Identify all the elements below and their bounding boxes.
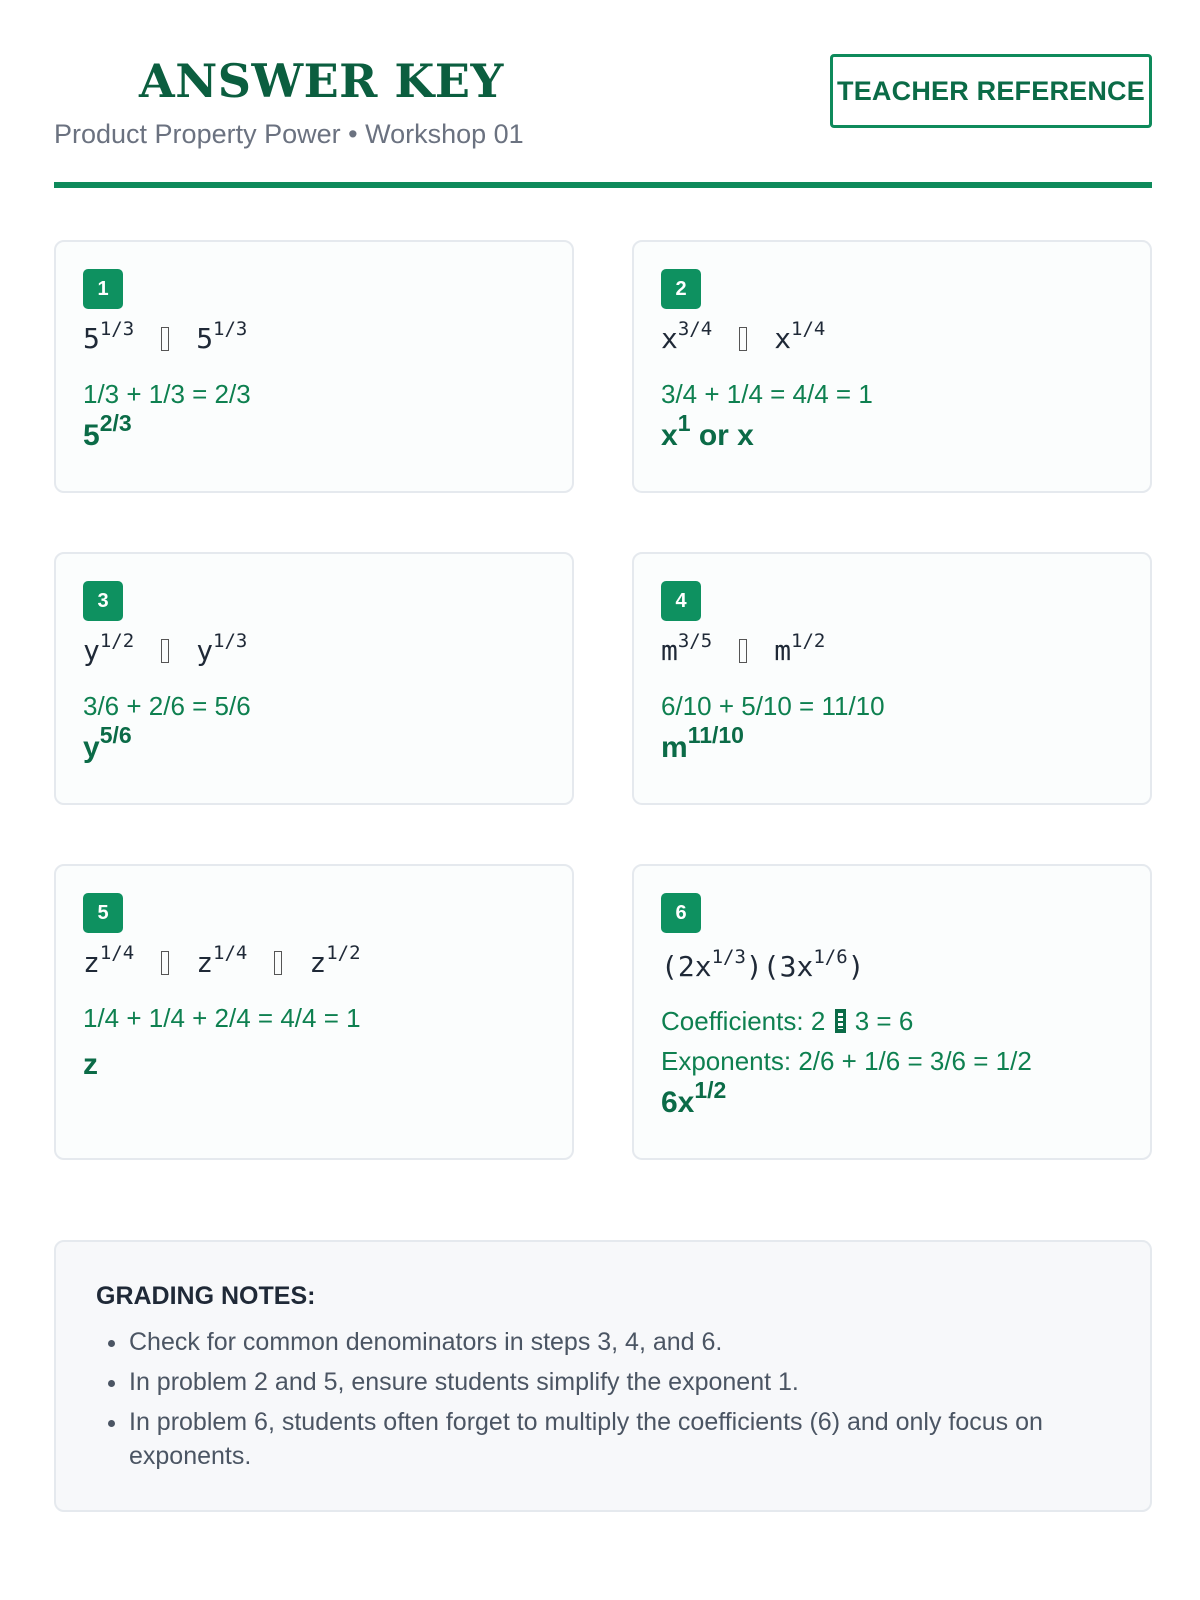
answer-base: y [83, 731, 100, 764]
multiply-symbol [712, 639, 774, 666]
multiply-symbol [712, 327, 774, 354]
work-step: 6/10 + 5/10 = 11/10 [661, 691, 885, 721]
problem-expression [661, 630, 826, 667]
grading-notes [54, 1240, 1152, 1512]
work-step: 1/3 + 1/3 = 2/3 [83, 379, 251, 409]
term-exponent: 1/2 [326, 942, 361, 964]
answer-base: 6x [661, 1086, 695, 1119]
expression-part: )(3x [745, 950, 814, 983]
grading-notes-title: GRADING NOTES: [96, 1282, 316, 1310]
grading-note: • Check for common denominators in steps 3, 4, and 6. [129, 1325, 1110, 1359]
coefficient-step [661, 1006, 913, 1037]
teacher-reference-badge: TEACHER REFERENCE [830, 54, 1152, 128]
page-title: ANSWER KEY [139, 54, 504, 108]
work-step: Exponents: 2/6 + 1/6 = 3/6 = 1/2 [661, 1046, 1032, 1076]
term-base: y [83, 634, 100, 667]
expression-part: (2x [661, 950, 712, 983]
term-base: z [309, 946, 327, 979]
term-base: z [196, 946, 214, 979]
problem-number-badge: 2 [661, 269, 701, 309]
multiply-symbol [134, 327, 196, 354]
term-exponent: 1/4 [791, 318, 826, 340]
multiply-icon [274, 951, 282, 975]
work-step: 1/4 + 1/4 + 2/4 = 4/4 = 1 [83, 1003, 361, 1033]
term-exponent: 1/3 [213, 630, 248, 652]
answer-suffix: or x [690, 419, 754, 452]
multiply-symbol [134, 639, 196, 666]
problem-card-6 [632, 864, 1152, 1160]
final-answer [661, 1077, 727, 1120]
answer-exponent: 5/6 [99, 722, 132, 748]
grading-notes-list [96, 1325, 1110, 1473]
term-exponent: 1/4 [213, 942, 248, 964]
problem-card-5 [54, 864, 574, 1160]
final-answer [83, 1048, 98, 1082]
page-subtitle: Product Property Power • Workshop 01 [54, 119, 524, 149]
coefficient-step-start: Coefficients: 2 [661, 1006, 826, 1036]
page [54, 0, 1152, 188]
problem-card-1 [54, 240, 574, 493]
term-exponent: 3/5 [677, 630, 713, 652]
problem-card-4 [632, 552, 1152, 805]
term-exponent: 1/2 [99, 630, 135, 652]
grading-note: • In problem 6, students often forget to multiply the coefficients (6) and only focus on exponents. [129, 1405, 1110, 1473]
problem-card-2 [632, 240, 1152, 493]
problem-number-badge: 6 [661, 893, 701, 933]
coefficient-step-end: 3 = 6 [854, 1006, 914, 1036]
answer-exponent: 1 [677, 410, 691, 436]
term-exponent: 1/3 [99, 318, 135, 340]
multiply-icon [161, 639, 169, 663]
term-base: z [83, 946, 100, 979]
answer-base: m [661, 731, 688, 764]
multiply-symbol [247, 951, 309, 978]
answer-base: x [661, 419, 678, 452]
problem-expression [83, 942, 361, 979]
multiply-icon [161, 327, 169, 351]
problem-expression [661, 946, 865, 983]
problem-expression [83, 318, 248, 355]
answer-exponent: 2/3 [99, 410, 132, 436]
multiply-icon [835, 1009, 846, 1033]
term-base: m [774, 634, 792, 667]
term-exponent: 1/6 [813, 946, 848, 968]
problem-number-badge: 5 [83, 893, 123, 933]
answer-base: z [83, 1048, 98, 1081]
answer-base: 5 [83, 419, 100, 452]
problem-expression [661, 318, 826, 355]
grading-note: • In problem 2 and 5, ensure students simplify the exponent 1. [129, 1365, 1110, 1399]
answer-exponent: 1/2 [694, 1077, 727, 1103]
final-answer [661, 410, 754, 453]
problem-card-3 [54, 552, 574, 805]
problem-number-badge: 3 [83, 581, 123, 621]
problem-number-badge: 4 [661, 581, 701, 621]
header [54, 0, 1152, 188]
term-exponent: 1/3 [213, 318, 248, 340]
work-step: 3/4 + 1/4 = 4/4 = 1 [661, 379, 873, 409]
term-base: x [774, 322, 792, 355]
final-answer [83, 722, 132, 765]
answer-exponent: 11/10 [687, 722, 744, 748]
final-answer [661, 722, 744, 765]
term-base: y [196, 634, 214, 667]
term-exponent: 1/3 [711, 946, 746, 968]
term-base: x [661, 322, 678, 355]
term-exponent: 3/4 [677, 318, 713, 340]
problem-expression [83, 630, 248, 667]
term-base: 5 [83, 322, 100, 355]
final-answer [83, 410, 132, 453]
multiply-icon [739, 327, 747, 351]
expression-part: ) [847, 950, 865, 983]
multiply-symbol [134, 951, 196, 978]
term-base: 5 [196, 322, 214, 355]
multiply-icon [739, 639, 747, 663]
term-exponent: 1/4 [99, 942, 135, 964]
work-step: 3/6 + 2/6 = 5/6 [83, 691, 251, 721]
multiply-icon [161, 951, 169, 975]
term-exponent: 1/2 [791, 630, 826, 652]
term-base: m [661, 634, 678, 667]
problem-number-badge: 1 [83, 269, 123, 309]
